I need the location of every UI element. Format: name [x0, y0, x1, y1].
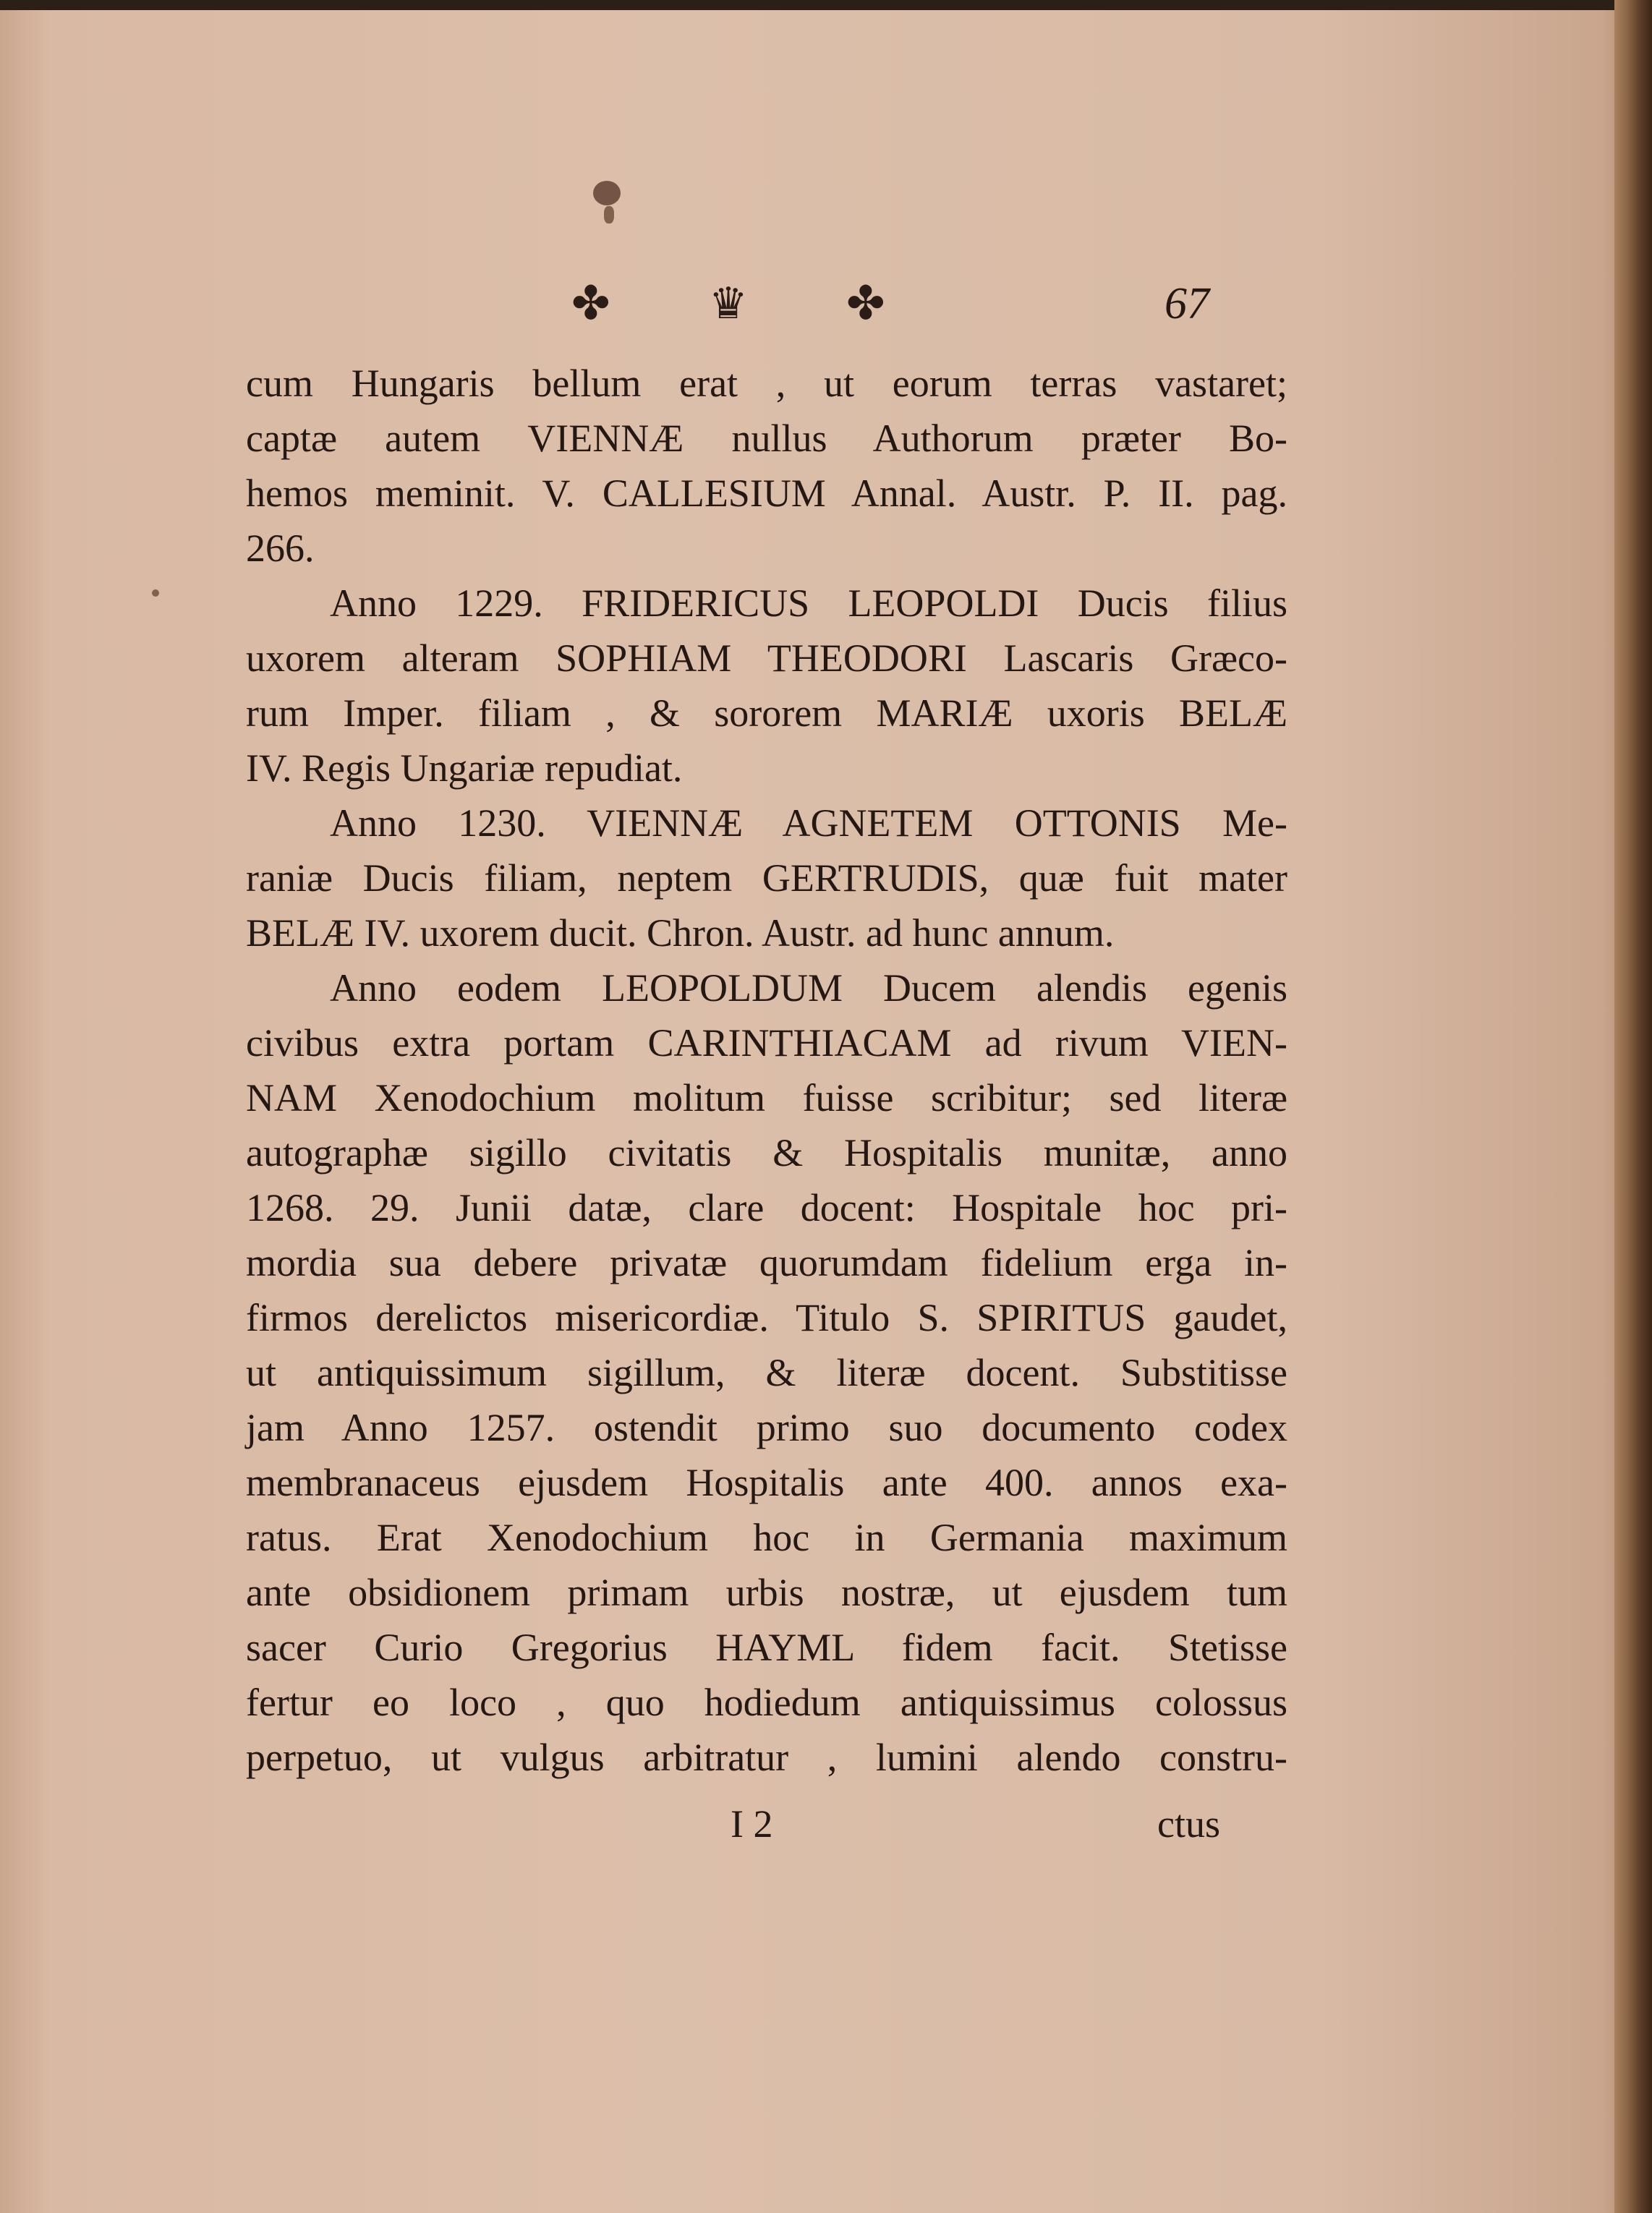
text-line: ratus. Erat Xenodochium hoc in Germania maximum [246, 1516, 1287, 1559]
text-line: 1268. 29. Junii datæ, clare docent: Hospitale hoc pri- [246, 1186, 1287, 1229]
text-line: ante obsidionem primam urbis nostræ, ut ejusdem tum [246, 1571, 1287, 1614]
signature-mark: I 2 [731, 1802, 773, 1846]
text-line: cum Hungaris bellum erat , ut eorum terras vastaret; [246, 362, 1287, 405]
text-line: firmos derelictos misericordiæ. Titulo S. SPIRITUS gaudet, [246, 1296, 1287, 1339]
text-line: civibus extra portam CARINTHIACAM ad rivum VIEN- [246, 1021, 1287, 1065]
page-gutter-edge [1614, 0, 1652, 2213]
text-line: raniæ Ducis filiam, neptem GERTRUDIS, quæ fuit mater [246, 856, 1287, 900]
text-line: rum Imper. filiam , & sororem MARIÆ uxoris BELÆ [246, 691, 1287, 735]
paragraph-first-line: Anno eodem LEOPOLDUM Ducem alendis egenis [330, 966, 1287, 1010]
text-line: mordia sua debere privatæ quorumdam fidelium erga in- [246, 1241, 1287, 1284]
text-line: ut antiquissimum sigillum, & literæ docent. Substitisse [246, 1351, 1287, 1394]
ink-spot [152, 589, 159, 597]
text-line: autographæ sigillo civitatis & Hospitalis munitæ, anno [246, 1131, 1287, 1174]
text-line: BELÆ IV. uxorem ducit. Chron. Austr. ad hunc annum. [246, 911, 1115, 955]
page-number: 67 [1165, 279, 1209, 328]
text-line: NAM Xenodochium molitum fuisse scribitur; sed literæ [246, 1076, 1287, 1120]
text-line: perpetuo, ut vulgus arbitratur , lumini alendo constru- [246, 1736, 1287, 1779]
catchword: ctus [1157, 1802, 1220, 1846]
text-line: membranaceus ejusdem Hospitalis ante 400. annos exa- [246, 1461, 1287, 1504]
body-text [246, 356, 1287, 1785]
ink-spot [604, 206, 614, 223]
page-top-edge [0, 0, 1652, 10]
fleuron-left-icon: ✤ [571, 278, 610, 329]
text-line: sacer Curio Gregorius HAYML fidem facit. Stetisse [246, 1626, 1287, 1669]
paragraph-first-line: Anno 1230. VIENNÆ AGNETEM OTTONIS Me- [330, 801, 1287, 845]
paragraph-first-line: Anno 1229. FRIDERICUS LEOPOLDI Ducis filius [330, 581, 1287, 625]
text-line: jam Anno 1257. ostendit primo suo documento codex [246, 1406, 1287, 1449]
fleuron-right-icon: ✤ [846, 278, 885, 329]
text-line: IV. Regis Ungariæ repudiat. [246, 746, 683, 790]
text-line: fertur eo loco , quo hodiedum antiquissimus colossus [246, 1681, 1287, 1724]
running-head [571, 275, 1222, 333]
text-line: hemos meminit. V. CALLESIUM Annal. Austr. P. II. pag. [246, 472, 1287, 515]
crown-icon: ♛ [709, 280, 748, 328]
ink-spot [593, 181, 621, 205]
text-line: uxorem alteram SOPHIAM THEODORI Lascaris Græco- [246, 636, 1287, 680]
text-line: 266. [246, 526, 315, 570]
text-line: captæ autem VIENNÆ nullus Authorum præter Bo- [246, 417, 1287, 460]
